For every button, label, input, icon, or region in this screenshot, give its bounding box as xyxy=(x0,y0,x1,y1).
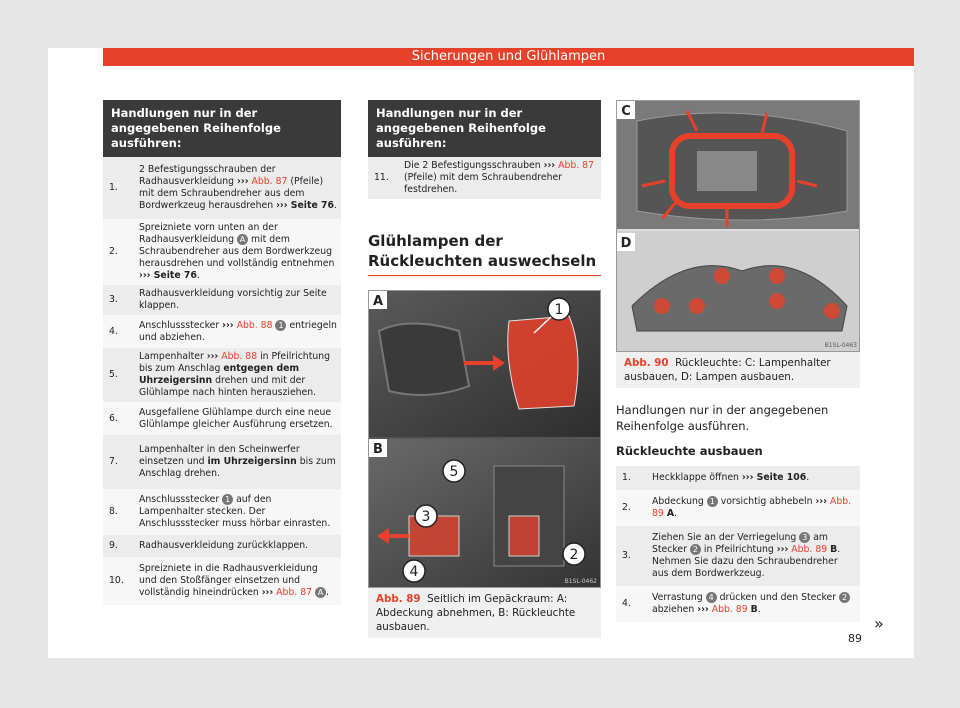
step-number: 10. xyxy=(103,557,135,605)
table-row xyxy=(368,157,601,199)
figure-90 xyxy=(616,100,860,352)
column-right xyxy=(616,100,860,622)
step-text: Lampenhalter in den Scheinwerfer einsetzen und im Uhrzeigersinn bis zum Anschlag drehen. xyxy=(135,435,341,489)
step-text: Abdeckung 1 vorsichtig abhebeln ››› Abb. 89 A. xyxy=(648,490,860,526)
callout-1: 1 xyxy=(554,302,564,318)
step-text: Verrastung 4 drücken und den Stecker 2 abziehen ››› Abb. 89 B. xyxy=(648,586,860,622)
table-row xyxy=(103,285,341,315)
step-text: Ziehen Sie an der Verriegelung 3 am Stecker 2 in Pfeilrichtung ››› Abb. 89 B. Nehmen Sie dazu den Schraubendreher aus dem Bordwerkzeug. xyxy=(648,526,860,586)
step-number: 9. xyxy=(103,535,135,557)
table-row xyxy=(616,586,860,622)
instruction-box-title-2: Handlungen nur in der angegebenen Reihenfolge ausführen: xyxy=(368,100,601,157)
callout-marker: A xyxy=(237,234,248,245)
section-divider xyxy=(368,275,601,276)
step-number: 11. xyxy=(368,157,400,199)
chapter-header: Sicherungen und Glühlampen xyxy=(103,48,914,66)
callout-marker: 3 xyxy=(799,532,810,543)
callout-2: 2 xyxy=(569,547,579,563)
page-number: 89 xyxy=(848,632,862,645)
table-row xyxy=(103,535,341,557)
figure-link[interactable]: Abb. 88 xyxy=(236,319,273,331)
table-row xyxy=(103,402,341,435)
callout-marker: 1 xyxy=(707,496,718,507)
step-text: 2 Befestigungsschrauben der Radhausverkleidung ››› Abb. 87 (Pfeile) mit dem Schraubendreher aus dem Bordwerkzeug herausdrehen ››› Seite 76. xyxy=(135,157,341,219)
column-middle xyxy=(368,100,601,638)
step-number: 4. xyxy=(103,315,135,348)
table-row xyxy=(103,315,341,348)
instruction-steps-table xyxy=(103,157,341,605)
figure-caption-text: Seitlich im Gepäckraum: A: Abdeckung abnehmen, B: Rückleuchte ausbauen. xyxy=(376,593,576,633)
step-number: 1. xyxy=(103,157,135,219)
table-row xyxy=(616,466,860,490)
svg-text:D: D xyxy=(620,236,632,251)
callout-5: 5 xyxy=(449,464,459,480)
instruction-steps-table-2 xyxy=(368,157,601,199)
table-row xyxy=(103,157,341,219)
step-number: 8. xyxy=(103,489,135,535)
step-text: Radhausverkleidung vorsichtig zur Seite klappen. xyxy=(135,285,341,315)
step-number: 3. xyxy=(103,285,135,315)
intro-text: Handlungen nur in der angegebenen Reihenfolge ausführen. xyxy=(616,403,829,433)
step-text: Radhausverkleidung zurückklappen. xyxy=(135,535,341,557)
figure-link[interactable]: Abb. 89 xyxy=(711,604,748,615)
figure-link[interactable]: Abb. 89 xyxy=(652,496,852,519)
subsection-title: Rückleuchte ausbauen xyxy=(616,444,763,458)
figure-link[interactable]: Abb. 87 xyxy=(558,160,594,171)
table-row xyxy=(103,557,341,605)
manual-page xyxy=(48,48,914,658)
table-row xyxy=(103,435,341,489)
figure-caption-text: Rückleuchte: C: Lampenhalter ausbauen, D: Lampen ausbauen. xyxy=(624,357,831,383)
table-row xyxy=(616,490,860,526)
figure-90-illustration xyxy=(617,101,860,351)
callout-marker: 1 xyxy=(222,494,233,505)
figure-label: Abb. 90 xyxy=(624,357,669,369)
callout-4: 4 xyxy=(409,564,419,580)
step-number: 5. xyxy=(103,348,135,402)
step-text: Anschlussstecker ››› Abb. 88 1 entriegeln und abziehen. xyxy=(135,315,341,348)
instruction-box-title: Handlungen nur in der angegebenen Reihenfolge ausführen: xyxy=(103,100,341,157)
callout-marker: 2 xyxy=(690,544,701,555)
figure-90-caption xyxy=(616,352,860,388)
continue-mark: » xyxy=(874,614,884,633)
step-text: Ausgefallene Glühlampe durch eine neue Glühlampe gleicher Ausführung ersetzen. xyxy=(135,402,341,435)
table-row xyxy=(103,219,341,285)
column-left xyxy=(103,100,341,605)
callout-marker: 4 xyxy=(706,592,717,603)
table-row xyxy=(616,526,860,586)
callout-3: 3 xyxy=(421,509,431,525)
step-number: 7. xyxy=(103,435,135,489)
svg-text:B: B xyxy=(373,442,383,457)
figure-link[interactable]: Abb. 87 xyxy=(276,587,313,598)
step-number: 2. xyxy=(616,490,648,526)
step-number: 4. xyxy=(616,586,648,622)
figure-link[interactable]: Abb. 88 xyxy=(221,351,258,362)
step-number: 3. xyxy=(616,526,648,586)
svg-text:B1SL-0462: B1SL-0462 xyxy=(564,578,597,585)
table-row xyxy=(103,489,341,535)
instruction-steps-table-3 xyxy=(616,466,860,622)
step-number: 6. xyxy=(103,402,135,435)
svg-text:B1SL-0463: B1SL-0463 xyxy=(824,342,857,349)
step-text: Lampenhalter ››› Abb. 88 in Pfeilrichtung bis zum Anschlag entgegen dem Uhrzeigersinn drehen und mit der Glühlampe nach hinten herausziehen. xyxy=(135,348,341,402)
figure-89-caption xyxy=(368,588,601,638)
step-text: Die 2 Befestigungsschrauben ››› Abb. 87 (Pfeile) mit dem Schraubendreher festdrehen. xyxy=(400,157,601,199)
step-text: Anschlussstecker 1 auf den Lampenhalter stecken. Der Anschlussstecker muss hörbar einrasten. xyxy=(135,489,341,535)
section-title: Glühlampen der Rückleuchten auswechseln xyxy=(368,232,597,270)
table-row xyxy=(103,348,341,402)
callout-marker: 1 xyxy=(275,320,286,331)
figure-label: Abb. 89 xyxy=(376,593,421,605)
svg-text:C: C xyxy=(621,104,631,119)
step-number: 2. xyxy=(103,219,135,285)
step-text: Spreizniete in die Radhausverkleidung und den Stoßfänger einsetzen und vollständig hineindrücken ››› Abb. 87 A . xyxy=(135,557,341,605)
step-number: 1. xyxy=(616,466,648,490)
callout-marker: A xyxy=(315,587,326,598)
step-text: Spreizniete vorn unten an der Radhausverkleidung A mit dem Schraubendreher aus dem Bordwerkzeug herausdrehen und vollständig entnehmen ››› Seite 76. xyxy=(135,219,341,285)
figure-link[interactable]: Abb. 87 xyxy=(251,176,288,187)
svg-text:A: A xyxy=(372,294,384,309)
figure-89-illustration xyxy=(369,291,601,587)
figure-89 xyxy=(368,290,601,588)
step-text: Heckklappe öffnen ››› Seite 106. xyxy=(648,466,860,490)
figure-link[interactable]: Abb. 89 xyxy=(791,544,828,555)
callout-marker: 2 xyxy=(839,592,850,603)
